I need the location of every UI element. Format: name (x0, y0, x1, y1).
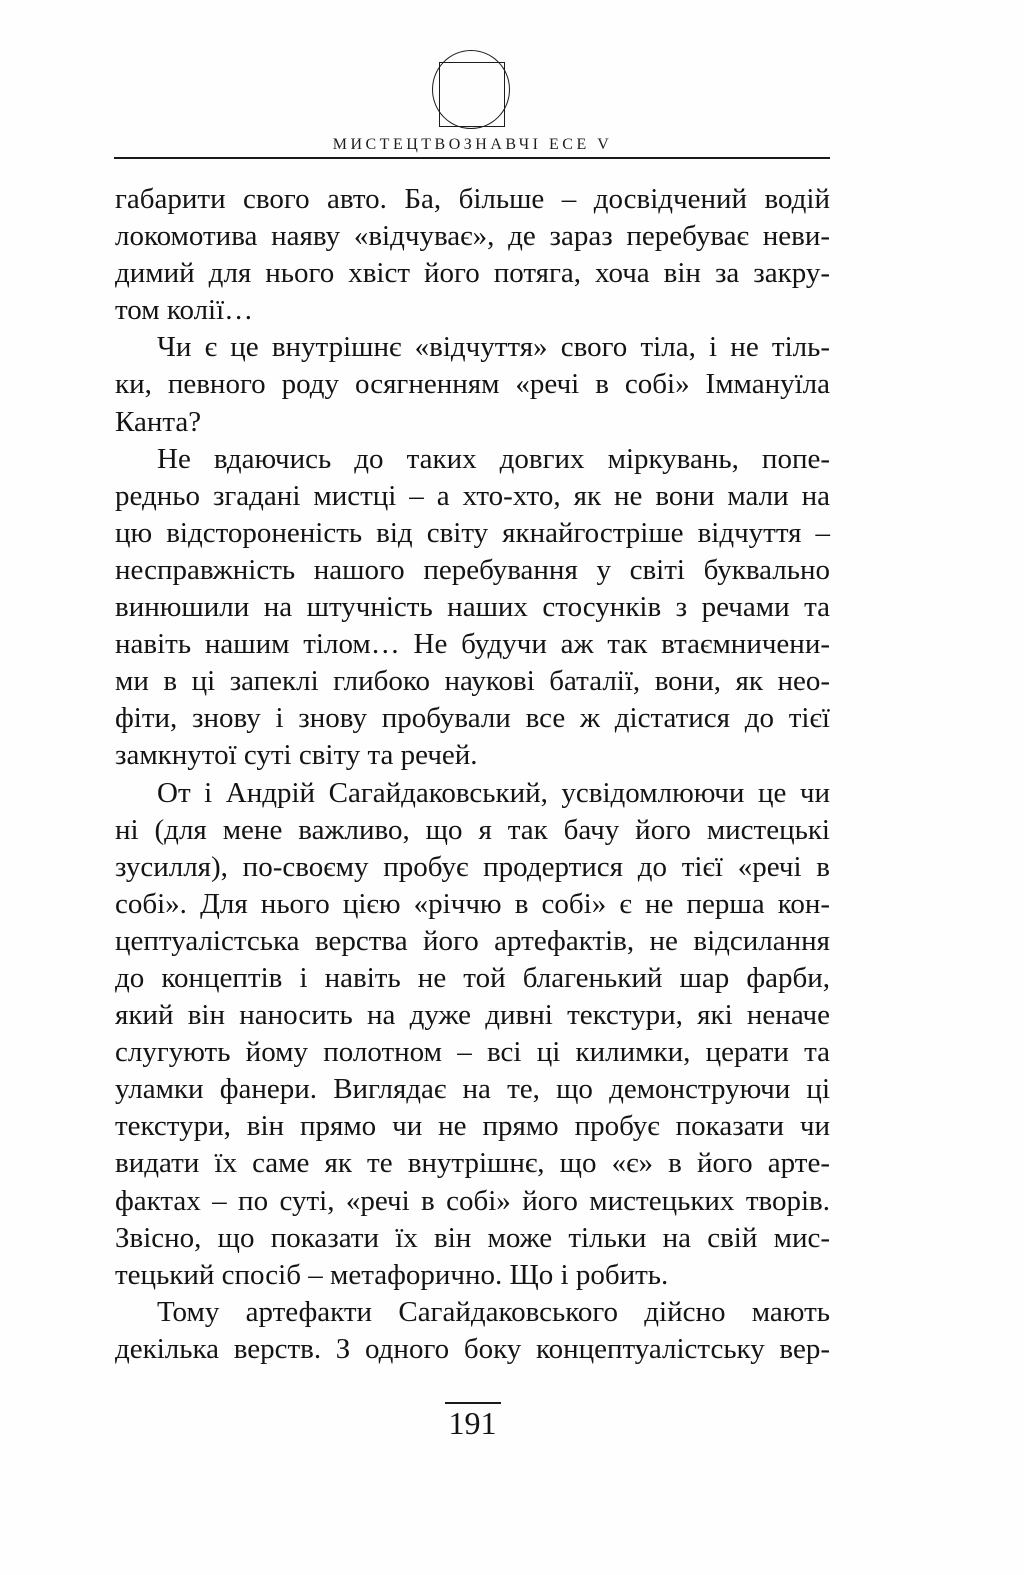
running-head-title: МИСТЕЦТВОЗНАВЧІ ЕСЕ V (332, 136, 613, 153)
text-line: навіть нашим тілом… Не будучи аж так втаємничени- (115, 628, 830, 661)
text-line: текстури, він прямо чи не прямо пробує показати чи (115, 1110, 830, 1143)
text-line: декілька верств. З одного боку концептуалістську вер- (115, 1332, 830, 1365)
text-line: цептуалістська верства його артефактів, не відсилання (115, 924, 830, 957)
text-line: уламки фанери. Виглядає на те, що демонструючи ці (115, 1073, 830, 1106)
emblem-square (439, 62, 505, 127)
header-rule (114, 157, 830, 159)
text-line: до концептів і навіть не той благенький шар фарби, (115, 961, 830, 994)
publisher-logo (431, 49, 513, 133)
text-line: Звісно, що показати їх він може тільки на свій мис- (115, 1221, 830, 1254)
text-line: фіти, знову і знову пробували все ж дістатися до тієї (115, 702, 830, 735)
text-line: фактах – по суті, «речі в собі» його мистецьких творів. (115, 1184, 830, 1217)
text-line: Тому артефакти Сагайдаковського дійсно мають (157, 1295, 830, 1328)
text-line: собі». Для нього цією «річчю в собі» є не перша кон- (115, 887, 830, 920)
text-line: Не вдаючись до таких довгих міркувань, попе- (157, 442, 830, 475)
text-line: який він наносить на дуже дивні текстури, які неначе (115, 999, 830, 1032)
text-line: локомотива наяву «відчуває», де зараз перебуває неви- (115, 220, 830, 253)
text-line: слугують йому полотном – всі ці килимки, церати та (115, 1036, 830, 1069)
text-line: ми в ці запеклі глибоко наукові баталії, вони, як нео- (115, 665, 830, 698)
text-line: несправжність нашого перебування у світі буквально (115, 553, 830, 586)
body-lines (115, 181, 830, 1368)
text-line: Канта? (115, 405, 202, 438)
page-footer (115, 1402, 830, 1442)
text-line: От і Андрій Сагайдаковський, усвідомлюючи це чи (157, 776, 830, 809)
page-number: 191 (445, 1402, 501, 1442)
text-line: Чи є це внутрішнє «відчуття» свого тіла, і не тіль- (157, 331, 830, 364)
text-line: ні (для мене важливо, що я так бачу його мистецькі (115, 813, 830, 846)
text-line: габарити свого авто. Ба, більше – досвідчений водій (115, 183, 830, 215)
text-line: димий для нього хвіст його потяга, хоча він за закру- (115, 257, 830, 290)
text-line: том колії… (115, 294, 254, 327)
text-line: цю відстороненість від світу якнайгостріше відчуття – (115, 516, 830, 549)
text-line: замкнутої суті світу та речей. (115, 739, 478, 772)
text-line: редньо згадані мистці – а хто-хто, як не вони мали на (115, 479, 830, 512)
text-line: видати їх саме як те внутрішнє, що «є» в його арте- (115, 1147, 830, 1180)
text-line: тецький спосіб – метафорично. Що і робить. (115, 1258, 669, 1291)
text-line: зусилля), по-своєму пробує продертися до тієї «речі в (115, 850, 830, 883)
text-line: ки, певного роду осягненням «речі в собі» Іммануїла (115, 368, 830, 401)
text-line: винюшили на штучність наших стосунків з речами та (115, 591, 830, 624)
